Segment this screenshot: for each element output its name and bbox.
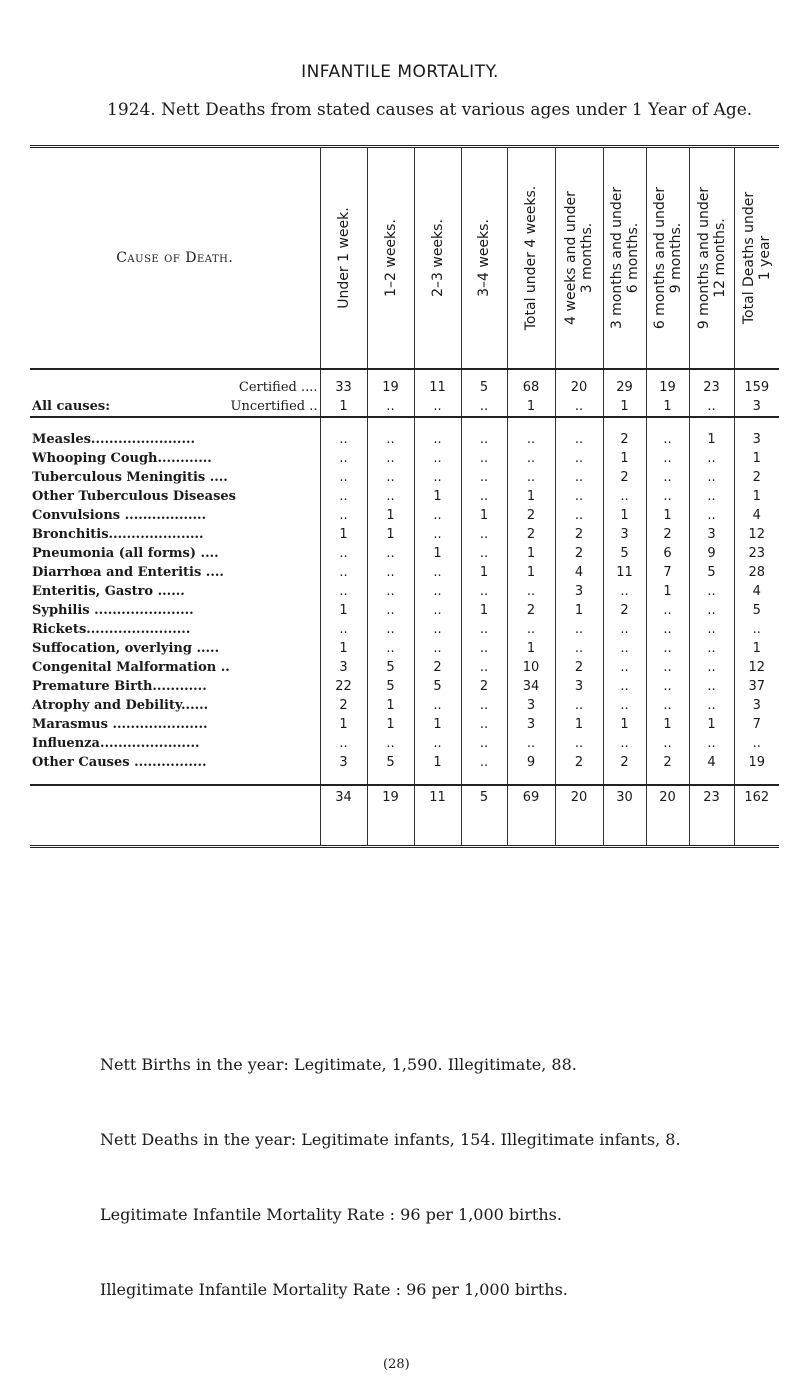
cell: 5: [689, 563, 734, 582]
cell: 2: [461, 677, 507, 696]
header-3m-6m: 3 months and under 6 months.: [603, 147, 646, 370]
cell: 23: [734, 544, 779, 563]
cell: ..: [603, 658, 646, 677]
cell: ..: [555, 734, 603, 753]
cell: ..: [689, 487, 734, 506]
row-label: Tuberculous Meningitis ....: [32, 470, 228, 485]
table-row: [30, 397, 779, 417]
cell: 1: [507, 544, 555, 563]
cell: ..: [646, 620, 689, 639]
cell: 1: [646, 506, 689, 525]
header-3-4-weeks: 3–4 weeks.: [461, 147, 507, 370]
cell: 19: [367, 369, 414, 397]
cell: 1: [414, 715, 461, 734]
row-label: Influenza......................: [32, 736, 200, 751]
spacer-row: [30, 417, 779, 430]
row-label: Other Tuberculous Diseases: [32, 489, 236, 504]
cell: 1: [734, 449, 779, 468]
cell: ..: [414, 506, 461, 525]
cell: 5: [367, 677, 414, 696]
cell: ..: [367, 430, 414, 449]
cell: 20: [555, 785, 603, 847]
cell: 12: [734, 525, 779, 544]
cell: 2: [320, 696, 367, 715]
cell: 3: [603, 525, 646, 544]
row-label: Certified ....: [238, 380, 318, 395]
cell: ..: [603, 734, 646, 753]
header-cause: Cause of Death.: [30, 147, 320, 370]
table-row: [30, 525, 779, 544]
row-label: Congenital Malformation ..: [32, 660, 230, 675]
table-row: [30, 369, 779, 397]
cell: ..: [555, 506, 603, 525]
cell: 1: [320, 397, 367, 417]
cell: 19: [646, 369, 689, 397]
header-row: [30, 147, 779, 370]
cell: 1: [603, 506, 646, 525]
cell: ..: [689, 449, 734, 468]
cell: ..: [689, 582, 734, 601]
cell: ..: [414, 601, 461, 620]
row-label: Atrophy and Debility......: [32, 698, 209, 713]
row-label: Suffocation, overlying .....: [32, 641, 220, 656]
cell: ..: [646, 639, 689, 658]
row-label: All causes: Uncertified ..: [30, 397, 320, 417]
page-number: (28): [383, 1357, 410, 1372]
header-1-2-weeks: 1–2 weeks.: [367, 147, 414, 370]
cell: 5: [461, 369, 507, 397]
cell: 23: [689, 369, 734, 397]
row-label: Premature Birth............: [32, 679, 207, 694]
cell: 1: [461, 563, 507, 582]
cell: 19: [734, 753, 779, 772]
cell: 23: [689, 785, 734, 847]
header-2-3-weeks: 2–3 weeks.: [414, 147, 461, 370]
row-label: Pneumonia (all forms) ....: [32, 546, 219, 561]
cell: ..: [320, 430, 367, 449]
note-births: Nett Births in the year: Legitimate, 1,590. Illegitimate, 88.: [100, 1055, 577, 1074]
cell: 3: [734, 696, 779, 715]
cell: ..: [689, 639, 734, 658]
cell: 22: [320, 677, 367, 696]
table-row: [30, 582, 779, 601]
header-4w-3m: 4 weeks and under 3 months.: [555, 147, 603, 370]
cell: ..: [646, 487, 689, 506]
cell: 7: [646, 563, 689, 582]
cell: ..: [555, 468, 603, 487]
cell: 1: [507, 487, 555, 506]
cell: ..: [461, 639, 507, 658]
note-deaths: Nett Deaths in the year: Legitimate infants, 154. Illegitimate infants, 8.: [100, 1130, 681, 1149]
header-under-1-week: Under 1 week.: [320, 147, 367, 370]
cell: ..: [555, 397, 603, 417]
cell: 3: [734, 430, 779, 449]
cell: ..: [461, 620, 507, 639]
cell: 1: [507, 397, 555, 417]
table-row: [30, 658, 779, 677]
cell: 2: [507, 506, 555, 525]
cell: ..: [555, 696, 603, 715]
cell: ..: [555, 620, 603, 639]
cell: 1: [555, 715, 603, 734]
cell: 162: [734, 785, 779, 847]
cell: 6: [646, 544, 689, 563]
cell: 5: [367, 753, 414, 772]
cell: ..: [689, 677, 734, 696]
cell: 11: [603, 563, 646, 582]
spacer-row: [30, 772, 779, 785]
cell: ..: [414, 525, 461, 544]
cell: 5: [603, 544, 646, 563]
cell: 1: [414, 544, 461, 563]
cell: ..: [555, 449, 603, 468]
cell: 2: [603, 468, 646, 487]
note-legitimate-rate: Legitimate Infantile Mortality Rate : 96 per 1,000 births.: [100, 1205, 562, 1224]
cell: ..: [646, 658, 689, 677]
table-row: [30, 620, 779, 639]
table-row: [30, 696, 779, 715]
cell: ..: [367, 639, 414, 658]
cell: ..: [414, 696, 461, 715]
cell: 1: [320, 525, 367, 544]
cell: 34: [507, 677, 555, 696]
cell: ..: [367, 397, 414, 417]
row-label: Diarrhœa and Enteritis ....: [32, 565, 224, 580]
cell: 2: [507, 525, 555, 544]
cell: ..: [414, 430, 461, 449]
cell: ..: [320, 620, 367, 639]
cell: ..: [461, 715, 507, 734]
cell: 1: [461, 506, 507, 525]
cell: ..: [646, 601, 689, 620]
cell: 2: [646, 753, 689, 772]
row-label: Enteritis, Gastro ......: [32, 584, 185, 599]
cell: ..: [734, 734, 779, 753]
cell: ..: [555, 430, 603, 449]
cell: 4: [689, 753, 734, 772]
cell: 1: [734, 639, 779, 658]
cell: ..: [367, 544, 414, 563]
cell: ..: [414, 582, 461, 601]
cell: 1: [734, 487, 779, 506]
cell: 68: [507, 369, 555, 397]
cell: ..: [646, 677, 689, 696]
mortality-table: [30, 145, 779, 848]
cell: 4: [555, 563, 603, 582]
cell: ..: [367, 449, 414, 468]
cell: 5: [414, 677, 461, 696]
cell: ..: [367, 468, 414, 487]
cell: 3: [320, 658, 367, 677]
cell: 9: [689, 544, 734, 563]
table-row: [30, 449, 779, 468]
cell: 3: [689, 525, 734, 544]
row-label: Other Causes ................: [32, 755, 207, 770]
cell: ..: [367, 582, 414, 601]
cell: 2: [603, 430, 646, 449]
cell: 1: [603, 449, 646, 468]
cell: ..: [414, 468, 461, 487]
cell: ..: [461, 734, 507, 753]
cell: ..: [461, 753, 507, 772]
cell: 1: [414, 753, 461, 772]
cell: ..: [555, 639, 603, 658]
cell: 2: [734, 468, 779, 487]
cell: 3: [555, 677, 603, 696]
cell: 2: [555, 658, 603, 677]
cell: 5: [461, 785, 507, 847]
cell: 1: [320, 715, 367, 734]
cell: ..: [646, 734, 689, 753]
cell: 1: [689, 715, 734, 734]
cell: ..: [603, 696, 646, 715]
cell: 2: [555, 544, 603, 563]
cell: ..: [734, 620, 779, 639]
cell: ..: [461, 487, 507, 506]
cell: ..: [689, 734, 734, 753]
cell: ..: [320, 506, 367, 525]
cell: 2: [646, 525, 689, 544]
cell: ..: [461, 658, 507, 677]
cell: 20: [646, 785, 689, 847]
cell: 2: [603, 753, 646, 772]
table-row: [30, 544, 779, 563]
cell: 2: [507, 601, 555, 620]
cell: 34: [320, 785, 367, 847]
cell: ..: [689, 620, 734, 639]
cell: ..: [689, 601, 734, 620]
cell: ..: [507, 734, 555, 753]
cell: ..: [320, 449, 367, 468]
cell: ..: [367, 734, 414, 753]
cell: ..: [689, 468, 734, 487]
cell: 2: [555, 753, 603, 772]
cell: ..: [461, 449, 507, 468]
all-causes-label: All causes:: [32, 399, 110, 414]
cell: 1: [320, 639, 367, 658]
cell: ..: [461, 468, 507, 487]
cell: ..: [461, 397, 507, 417]
cell: 2: [414, 658, 461, 677]
cell: 1: [507, 639, 555, 658]
header-9m-12m: 9 months and under 12 months.: [689, 147, 734, 370]
cell: 9: [507, 753, 555, 772]
cell: 1: [367, 696, 414, 715]
cell: ..: [689, 506, 734, 525]
cell: ..: [320, 487, 367, 506]
cell: ..: [367, 601, 414, 620]
row-label: Whooping Cough............: [32, 451, 212, 466]
cell: ..: [646, 696, 689, 715]
page-title: INFANTILE MORTALITY.: [301, 62, 499, 82]
cell: ..: [603, 677, 646, 696]
cell: 10: [507, 658, 555, 677]
table-row: [30, 677, 779, 696]
totals-row: [30, 785, 779, 847]
cell: 1: [646, 397, 689, 417]
cell: 30: [603, 785, 646, 847]
table-row: [30, 487, 779, 506]
cell: 19: [367, 785, 414, 847]
cell: 1: [603, 397, 646, 417]
row-label: Syphilis ......................: [32, 603, 194, 618]
cell: ..: [414, 449, 461, 468]
cell: 3: [320, 753, 367, 772]
cell: ..: [320, 468, 367, 487]
cell: ..: [461, 430, 507, 449]
cell: 1: [689, 430, 734, 449]
cell: ..: [414, 563, 461, 582]
cell: ..: [689, 696, 734, 715]
cell: ..: [320, 563, 367, 582]
cell: ..: [603, 639, 646, 658]
table-row: [30, 563, 779, 582]
row-label: Rickets.......................: [32, 622, 191, 637]
header-6m-9m: 6 months and under 9 months.: [646, 147, 689, 370]
cell: ..: [507, 620, 555, 639]
cell: ..: [367, 620, 414, 639]
header-total-under-4-weeks: Total under 4 weeks.: [507, 147, 555, 370]
cell: 2: [555, 525, 603, 544]
row-label: Marasmus .....................: [32, 717, 208, 732]
cell: 3: [507, 696, 555, 715]
cell: ..: [367, 487, 414, 506]
cell: ..: [461, 696, 507, 715]
cell: 29: [603, 369, 646, 397]
cell: 11: [414, 369, 461, 397]
cell: ..: [646, 468, 689, 487]
cell: ..: [461, 525, 507, 544]
cell: ..: [461, 544, 507, 563]
cell: 5: [734, 601, 779, 620]
cell: 37: [734, 677, 779, 696]
cell: ..: [555, 487, 603, 506]
cell: 159: [734, 369, 779, 397]
cell: 5: [367, 658, 414, 677]
cell: ..: [603, 582, 646, 601]
table-row: [30, 468, 779, 487]
table-row: [30, 430, 779, 449]
table-row: [30, 734, 779, 753]
cell: ..: [414, 620, 461, 639]
cell: 28: [734, 563, 779, 582]
cell: 1: [646, 582, 689, 601]
cell: ..: [507, 449, 555, 468]
cell: ..: [507, 430, 555, 449]
cell: 33: [320, 369, 367, 397]
cell: 1: [603, 715, 646, 734]
cell: 20: [555, 369, 603, 397]
table-row: [30, 506, 779, 525]
cell: 1: [507, 563, 555, 582]
table-row: [30, 601, 779, 620]
row-label: [30, 785, 320, 847]
cell: 1: [367, 525, 414, 544]
cell: ..: [367, 563, 414, 582]
cell: ..: [320, 734, 367, 753]
header-total-under-1-year: Total Deaths under 1 year: [734, 147, 779, 370]
cell: 1: [320, 601, 367, 620]
row-label: Measles.......................: [32, 432, 196, 447]
cell: 4: [734, 582, 779, 601]
table-row: [30, 715, 779, 734]
cell: ..: [603, 620, 646, 639]
cell: ..: [689, 658, 734, 677]
cell: ..: [414, 639, 461, 658]
cell: 1: [461, 601, 507, 620]
row-label: Convulsions ..................: [32, 508, 207, 523]
note-illegitimate-rate: Illegitimate Infantile Mortality Rate : 96 per 1,000 births.: [100, 1280, 568, 1299]
cell: ..: [461, 582, 507, 601]
cell: 1: [414, 487, 461, 506]
cell: 11: [414, 785, 461, 847]
cell: 1: [646, 715, 689, 734]
table-caption: 1924. Nett Deaths from stated causes at various ages under 1 Year of Age.: [107, 100, 753, 120]
cell: ..: [689, 397, 734, 417]
cell: 12: [734, 658, 779, 677]
cell: 1: [367, 715, 414, 734]
cell: ..: [414, 397, 461, 417]
cell: 1: [555, 601, 603, 620]
cell: 4: [734, 506, 779, 525]
table-row: [30, 639, 779, 658]
cell: ..: [507, 468, 555, 487]
cell: 7: [734, 715, 779, 734]
cell: 3: [734, 397, 779, 417]
row-label: Bronchitis.....................: [32, 527, 204, 542]
cell: 3: [507, 715, 555, 734]
cell: 2: [603, 601, 646, 620]
cell: ..: [507, 582, 555, 601]
table-row: [30, 753, 779, 772]
cell: 3: [555, 582, 603, 601]
cell: ..: [320, 544, 367, 563]
cell: 69: [507, 785, 555, 847]
cell: 1: [367, 506, 414, 525]
cell: ..: [320, 582, 367, 601]
cell: ..: [603, 487, 646, 506]
cell: ..: [646, 449, 689, 468]
cell: ..: [646, 430, 689, 449]
cell: ..: [414, 734, 461, 753]
